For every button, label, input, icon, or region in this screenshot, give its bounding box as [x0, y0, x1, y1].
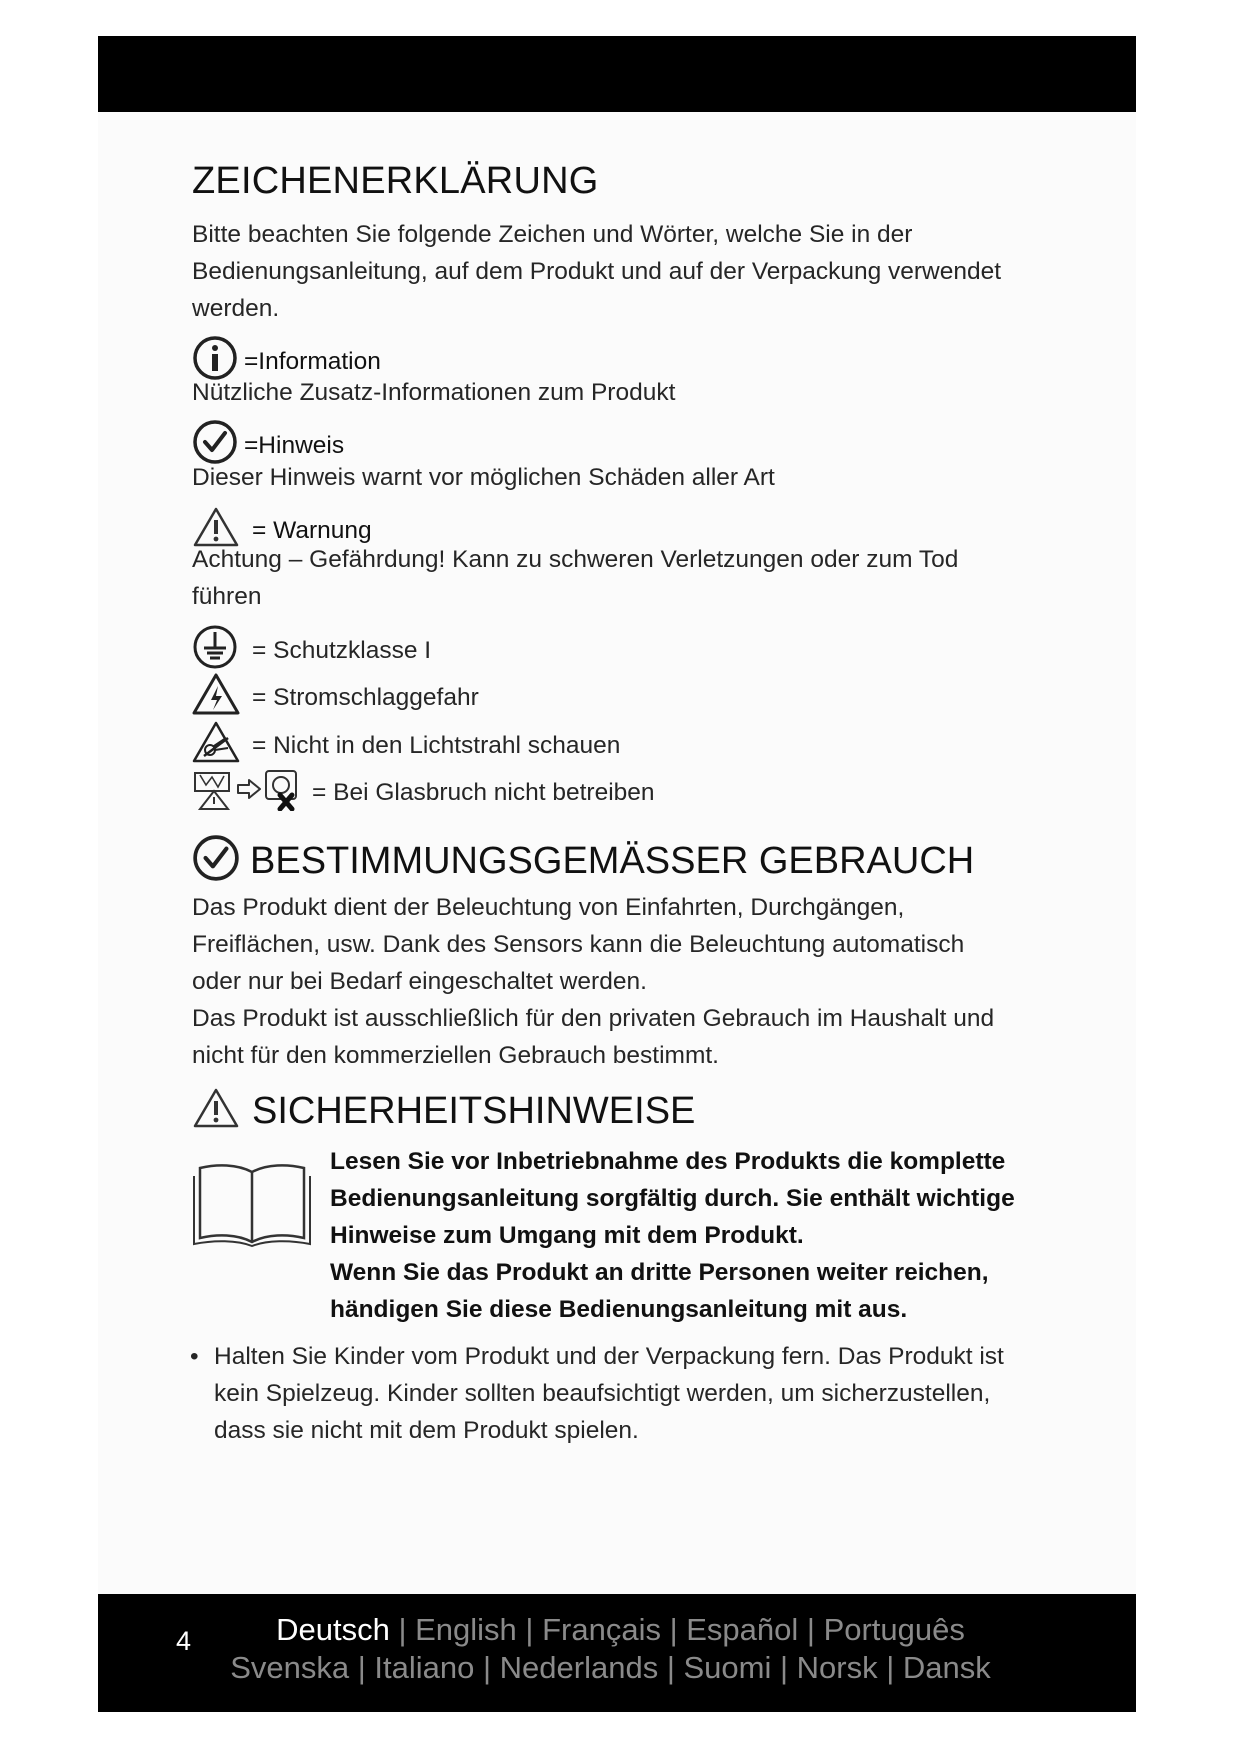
- lamp-cross-icon: [262, 767, 302, 818]
- page-number: 4: [176, 1626, 192, 1656]
- language-link-norsk[interactable]: Norsk: [796, 1650, 878, 1685]
- warnung-desc: Achtung – Gefährdung! Kann zu schweren Verletzungen oder zum Tod führen: [192, 546, 959, 610]
- lichtstrahl-label: = Nicht in den Lichtstrahl schauen: [252, 731, 621, 759]
- symbol-lichtstrahl-row: [192, 720, 620, 771]
- information-label: =Information: [244, 347, 381, 375]
- glasbruch-label: = Bei Glasbruch nicht betreiben: [312, 778, 655, 806]
- usage-para-2: Das Produkt ist ausschließlich für den privaten Gebrauch im Haushalt und nicht für den kommerziellen Gebrauch bestimmt.: [192, 1005, 995, 1069]
- schutzklasse-label: = Schutzklasse I: [252, 636, 432, 664]
- warning-triangle-icon: [192, 1086, 240, 1137]
- warnung-label: = Warnung: [252, 516, 372, 544]
- read-manual-notice-2: Wenn Sie das Produkt an dritte Personen weiter reichen, händigen Sie diese Bedienungsanleitung mit aus.: [330, 1259, 989, 1323]
- safety-title: SICHERHEITSHINWEISE: [252, 1090, 696, 1132]
- arrow-right-icon: [236, 778, 262, 807]
- language-link-nederlands[interactable]: Nederlands: [499, 1650, 659, 1685]
- broken-glass-icon: [192, 767, 236, 818]
- check-circle-icon: [192, 834, 240, 889]
- no-light-beam-icon: [192, 720, 240, 771]
- language-separator: |: [516, 1612, 543, 1647]
- language-link-português[interactable]: Português: [823, 1612, 965, 1647]
- bullet-children-safety: [170, 1338, 1014, 1449]
- language-separator: |: [389, 1612, 416, 1647]
- ground-icon: [192, 624, 240, 677]
- language-link-español[interactable]: Español: [686, 1612, 799, 1647]
- safety-heading: [192, 1086, 695, 1137]
- language-separator: |: [474, 1650, 500, 1685]
- language-separator: |: [660, 1612, 687, 1647]
- stromschlag-label: = Stromschlaggefahr: [252, 683, 479, 711]
- language-link-english[interactable]: English: [415, 1612, 517, 1647]
- language-link-dansk[interactable]: Dansk: [902, 1650, 991, 1685]
- language-link-suomi[interactable]: Suomi: [683, 1650, 772, 1685]
- legend-title: ZEICHENERKLÄRUNG: [192, 160, 599, 202]
- language-separator: |: [349, 1650, 375, 1685]
- usage-heading: [192, 834, 974, 889]
- usage-title: BESTIMMUNGSGEMÄSSER GEBRAUCH: [250, 840, 975, 882]
- language-link-svenska[interactable]: Svenska: [230, 1650, 350, 1685]
- symbol-stromschlag-row: [192, 672, 479, 723]
- electric-shock-icon: [192, 672, 240, 723]
- read-manual-notice-1: Lesen Sie vor Inbetriebnahme des Produkts die komplette Bedienungsanleitung sorgfältig durch. Sie enthält wichtige Hinweise zum Umgang mit dem Produkt.: [330, 1148, 1015, 1249]
- information-desc: Nützliche Zusatz-Informationen zum Produkt: [192, 379, 676, 406]
- header-bar: [98, 36, 1136, 112]
- language-separator: |: [798, 1612, 824, 1647]
- language-separator: |: [771, 1650, 797, 1685]
- symbol-glasbruch-row: [192, 767, 655, 818]
- language-row-1: [0, 1612, 1241, 1648]
- language-separator: |: [658, 1650, 684, 1685]
- hinweis-desc: Dieser Hinweis warnt vor möglichen Schäden aller Art: [192, 464, 775, 491]
- bullet-mark: •: [190, 1343, 199, 1370]
- language-link-français[interactable]: Français: [542, 1612, 661, 1647]
- language-row-2: [0, 1650, 1231, 1686]
- hinweis-label: =Hinweis: [244, 431, 345, 459]
- legend-intro: Bitte beachten Sie folgende Zeichen und Wörter, welche Sie in der Bedienungsanleitung, auf dem Produkt und auf der Verpackung verwendet werden.: [192, 221, 1002, 322]
- language-link-italiano[interactable]: Italiano: [374, 1650, 475, 1685]
- usage-para-1: Das Produkt dient der Beleuchtung von Einfahrten, Durchgängen, Freiflächen, usw. Dank des Sensors kann die Beleuchtung automatisch oder nur bei Bedarf eingeschaltet werden.: [192, 894, 965, 995]
- bullet-children-text: Halten Sie Kinder vom Produkt und der Verpackung fern. Das Produkt ist kein Spielzeug. Kinder sollten beaufsichtigt werden, um sicherzustellen, dass sie nicht mit dem Produkt spielen.: [214, 1343, 1004, 1444]
- language-link-deutsch[interactable]: Deutsch: [276, 1612, 390, 1647]
- language-separator: |: [877, 1650, 903, 1685]
- symbol-schutzklasse-row: [192, 624, 431, 677]
- manual-book-icon: [192, 1158, 312, 1253]
